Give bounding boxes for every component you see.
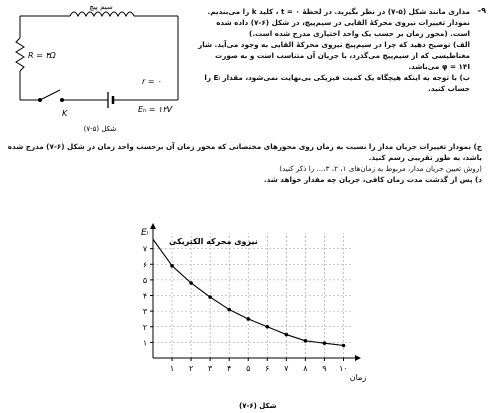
x-tick-label: ۹	[322, 364, 327, 373]
text-line: باشد، به طور تقریبی رسم کنید.	[368, 153, 482, 162]
y-tick-label: ۵	[142, 275, 148, 285]
circuit-diagram	[0, 0, 190, 135]
x-tick-label: ۷	[284, 364, 289, 373]
internal-resistance-label: r = ۰	[142, 77, 162, 86]
question-text-block	[190, 6, 470, 94]
resistor-label: R = ۴Ω	[28, 51, 56, 60]
y-tick-label: ۲	[142, 322, 148, 332]
text-line: ج) نمودار تغییرات جریان مدار را نسبت به زمان روی محورهای مختصاتی که محور زمان آن برحسب واحد زمان در شکل (۶-۷) مدرج شده	[7, 142, 482, 151]
x-axis-label: زمان	[349, 373, 367, 382]
coil-label: سیم پیچ	[89, 3, 113, 11]
x-tick-label: ۱۰	[339, 364, 348, 373]
x-tick-label: ۱	[169, 364, 175, 373]
x-axis-arrow-icon	[355, 355, 361, 361]
switch-label: K	[62, 109, 68, 118]
y-tick-label: ۷	[142, 244, 148, 254]
coil-icon	[70, 12, 134, 16]
text-line: ب) با توجه به اینکه هیچگاه یک کمیت فیزیکی بی‌نهایت نمی‌شود، مقدار Eᵢ را	[204, 73, 470, 82]
data-point	[342, 344, 346, 348]
x-tick-label: ۴	[227, 364, 232, 373]
data-point	[227, 308, 231, 312]
data-point	[304, 339, 308, 343]
emf-chart	[125, 208, 370, 413]
chart-caption: شکل (۶-۷)	[239, 402, 277, 410]
y-axis-label: Eᵢ	[141, 228, 149, 238]
circuit-caption: شکل (۵-۷)	[83, 125, 117, 133]
text-line: مداری مانند شکل (۵-۷) در نظر بگیرید. در لحظهٔ t = ۰ ، کلید k را می‌بندیم.	[207, 7, 470, 16]
text-line: است. (محور زمان بر حسب یک واحد اختیاری مدرج شده است.)	[249, 29, 470, 38]
y-tick-label: ۴	[142, 291, 148, 301]
text-line: (روش تعیین جریان مدار، مربوط به زمان‌های ۱، ۲، ۳،... را ذکر کنید)	[279, 164, 482, 173]
x-tick-label: ۳	[207, 364, 213, 373]
y-tick-label: ۶	[142, 260, 148, 270]
text-line: مغناطیسی که از سیم‌پیچ می‌گذرد، با جریان آن متناسب است و به صورت	[214, 51, 470, 60]
emf-label: Eₕ = ۱۲V	[138, 105, 173, 114]
text-line: φ = ۱۴I می‌باشد.	[408, 62, 470, 71]
data-point	[208, 295, 212, 299]
resistor-icon	[16, 38, 24, 71]
x-tick-label: ۵	[246, 364, 251, 373]
y-tick-label: ۳	[142, 307, 148, 317]
y-tick-label: ۱	[142, 338, 148, 348]
x-tick-label: ۸	[303, 364, 308, 373]
chart-title: نیروی محرکه الکتریکی	[169, 236, 258, 246]
data-point	[323, 341, 327, 345]
y-axis-arrow-icon	[150, 223, 156, 229]
text-line: نمودار تغییرات نیروی محرکهٔ القایی در سیم‌پیچ، در شکل (۶-۷) داده شده	[216, 18, 470, 27]
x-tick-label: ۶	[265, 364, 270, 373]
text-line: حساب کنید.	[428, 84, 470, 93]
data-point	[285, 333, 289, 337]
text-line: د) پس از گذشت مدت زمان کافی، جریان چه مقدار خواهد شد.	[263, 175, 482, 184]
data-point	[189, 281, 193, 285]
x-tick-label: ۲	[188, 364, 194, 373]
switch-icon	[40, 90, 60, 100]
question-number: -۹	[477, 6, 486, 15]
data-point	[170, 264, 174, 268]
data-point	[265, 325, 269, 329]
text-line: الف) توضیح دهید که چرا در سیم‌پیچ نیروی محرکهٔ القایی به وجود می‌آید. شار	[198, 40, 470, 49]
question-text-block-2	[6, 141, 482, 185]
data-point	[246, 317, 250, 321]
